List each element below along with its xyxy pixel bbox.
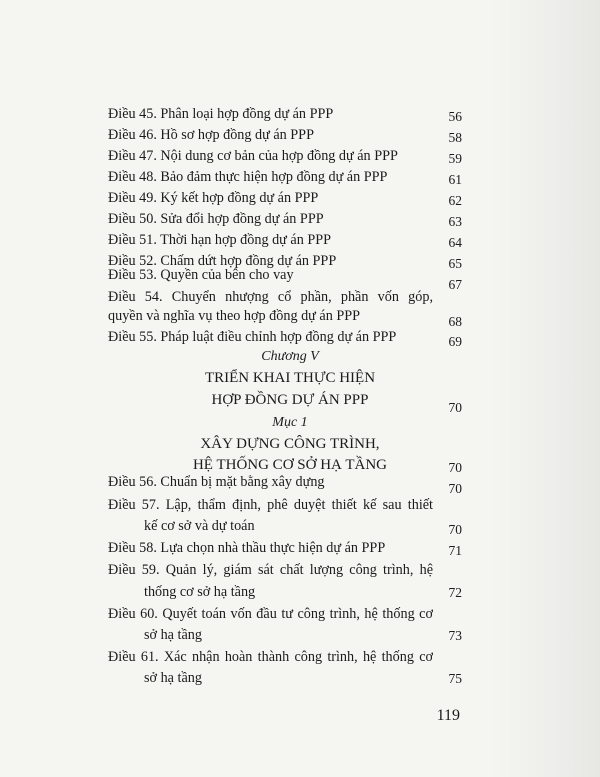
section-page: 70 [448,460,462,475]
section-label: Mục 1 [272,415,308,430]
toc-entry-page: 64 [448,235,462,250]
toc-entry-continuation: kế cơ sở và dự toán [144,518,255,534]
toc-entry-page: 71 [448,543,462,558]
toc-entry-page: 68 [448,314,462,329]
toc-entry-page: 56 [448,109,462,124]
toc-entry-continuation: sở hạ tầng [144,627,202,643]
toc-entry-text: Điều 59. Quản lý, giám sát chất lượng công trình, hệ [108,562,433,578]
chapter-label: Chương V [261,349,319,364]
toc-entry-continuation: sở hạ tầng [144,670,202,686]
section-title-line-2: HỆ THỐNG CƠ SỞ HẠ TẦNG [192,457,388,473]
section-title-line-1: XÂY DỰNG CÔNG TRÌNH, [200,436,380,452]
toc-entry-page: 73 [448,628,462,643]
toc-entry-text: Điều 45. Phân loại hợp đồng dự án PPP [108,106,334,122]
toc-entry-continuation: thống cơ sở hạ tầng [144,584,256,600]
toc-entry-page: 59 [448,151,462,166]
toc-entry-text: Điều 54. Chuyển nhượng cổ phần, phần vốn góp, [108,289,433,305]
toc-entry-page: 67 [448,277,462,292]
toc-entry-page: 69 [448,334,462,349]
chapter-title-line-2: HỢP ĐỒNG DỰ ÁN PPP [211,392,369,408]
toc-entry-text: Điều 52. Chấm dứt hợp đồng dự án PPP [108,253,337,269]
toc-entry-page: 70 [448,522,462,537]
toc-entry-continuation: quyền và nghĩa vụ theo hợp đồng dự án PPP [108,308,361,324]
toc-entry-text: Điều 55. Pháp luật điều chỉnh hợp đồng dự án PPP [108,329,397,345]
toc-entry-page: 72 [448,585,462,600]
chapter-title-line-1: TRIỂN KHAI THỰC HIỆN [204,370,376,386]
toc-entry-text: Điều 58. Lựa chọn nhà thầu thực hiện dự án PPP [108,540,386,556]
toc-entry-page: 75 [448,671,462,686]
toc-entry-page: 58 [448,130,462,145]
toc-entry-page: 70 [448,481,462,496]
toc-entry-text: Điều 60. Quyết toán vốn đầu tư công trình, hệ thống cơ [108,606,433,622]
toc-entry-page: 65 [448,256,462,271]
toc-entry-page: 62 [448,193,462,208]
toc-entry-text: Điều 47. Nội dung cơ bản của hợp đồng dự án PPP [108,148,398,164]
toc-entry-page: 61 [448,172,462,187]
page-edge-shadow [488,0,600,777]
chapter-page: 70 [448,400,462,415]
toc-entry-text: Điều 61. Xác nhận hoàn thành công trình, hệ thống cơ [108,649,433,665]
toc-entry-page: 63 [448,214,462,229]
toc-entry-text: Điều 51. Thời hạn hợp đồng dự án PPP [108,232,332,248]
toc-entry-text: Điều 56. Chuẩn bị mặt bằng xây dựng [108,474,325,490]
toc-entry-text: Điều 50. Sửa đổi hợp đồng dự án PPP [108,211,324,227]
toc-entry-text: Điều 49. Ký kết hợp đồng dự án PPP [108,190,319,206]
toc-entry-text: Điều 46. Hồ sơ hợp đồng dự án PPP [108,127,314,143]
page-number: 119 [436,707,460,724]
toc-entry-text: Điều 57. Lập, thẩm định, phê duyệt thiết kế sau thiết [108,497,433,513]
toc-entry-text: Điều 53. Quyền của bên cho vay [108,267,294,283]
toc-entry-text: Điều 48. Bảo đảm thực hiện hợp đồng dự án PPP [108,169,388,185]
